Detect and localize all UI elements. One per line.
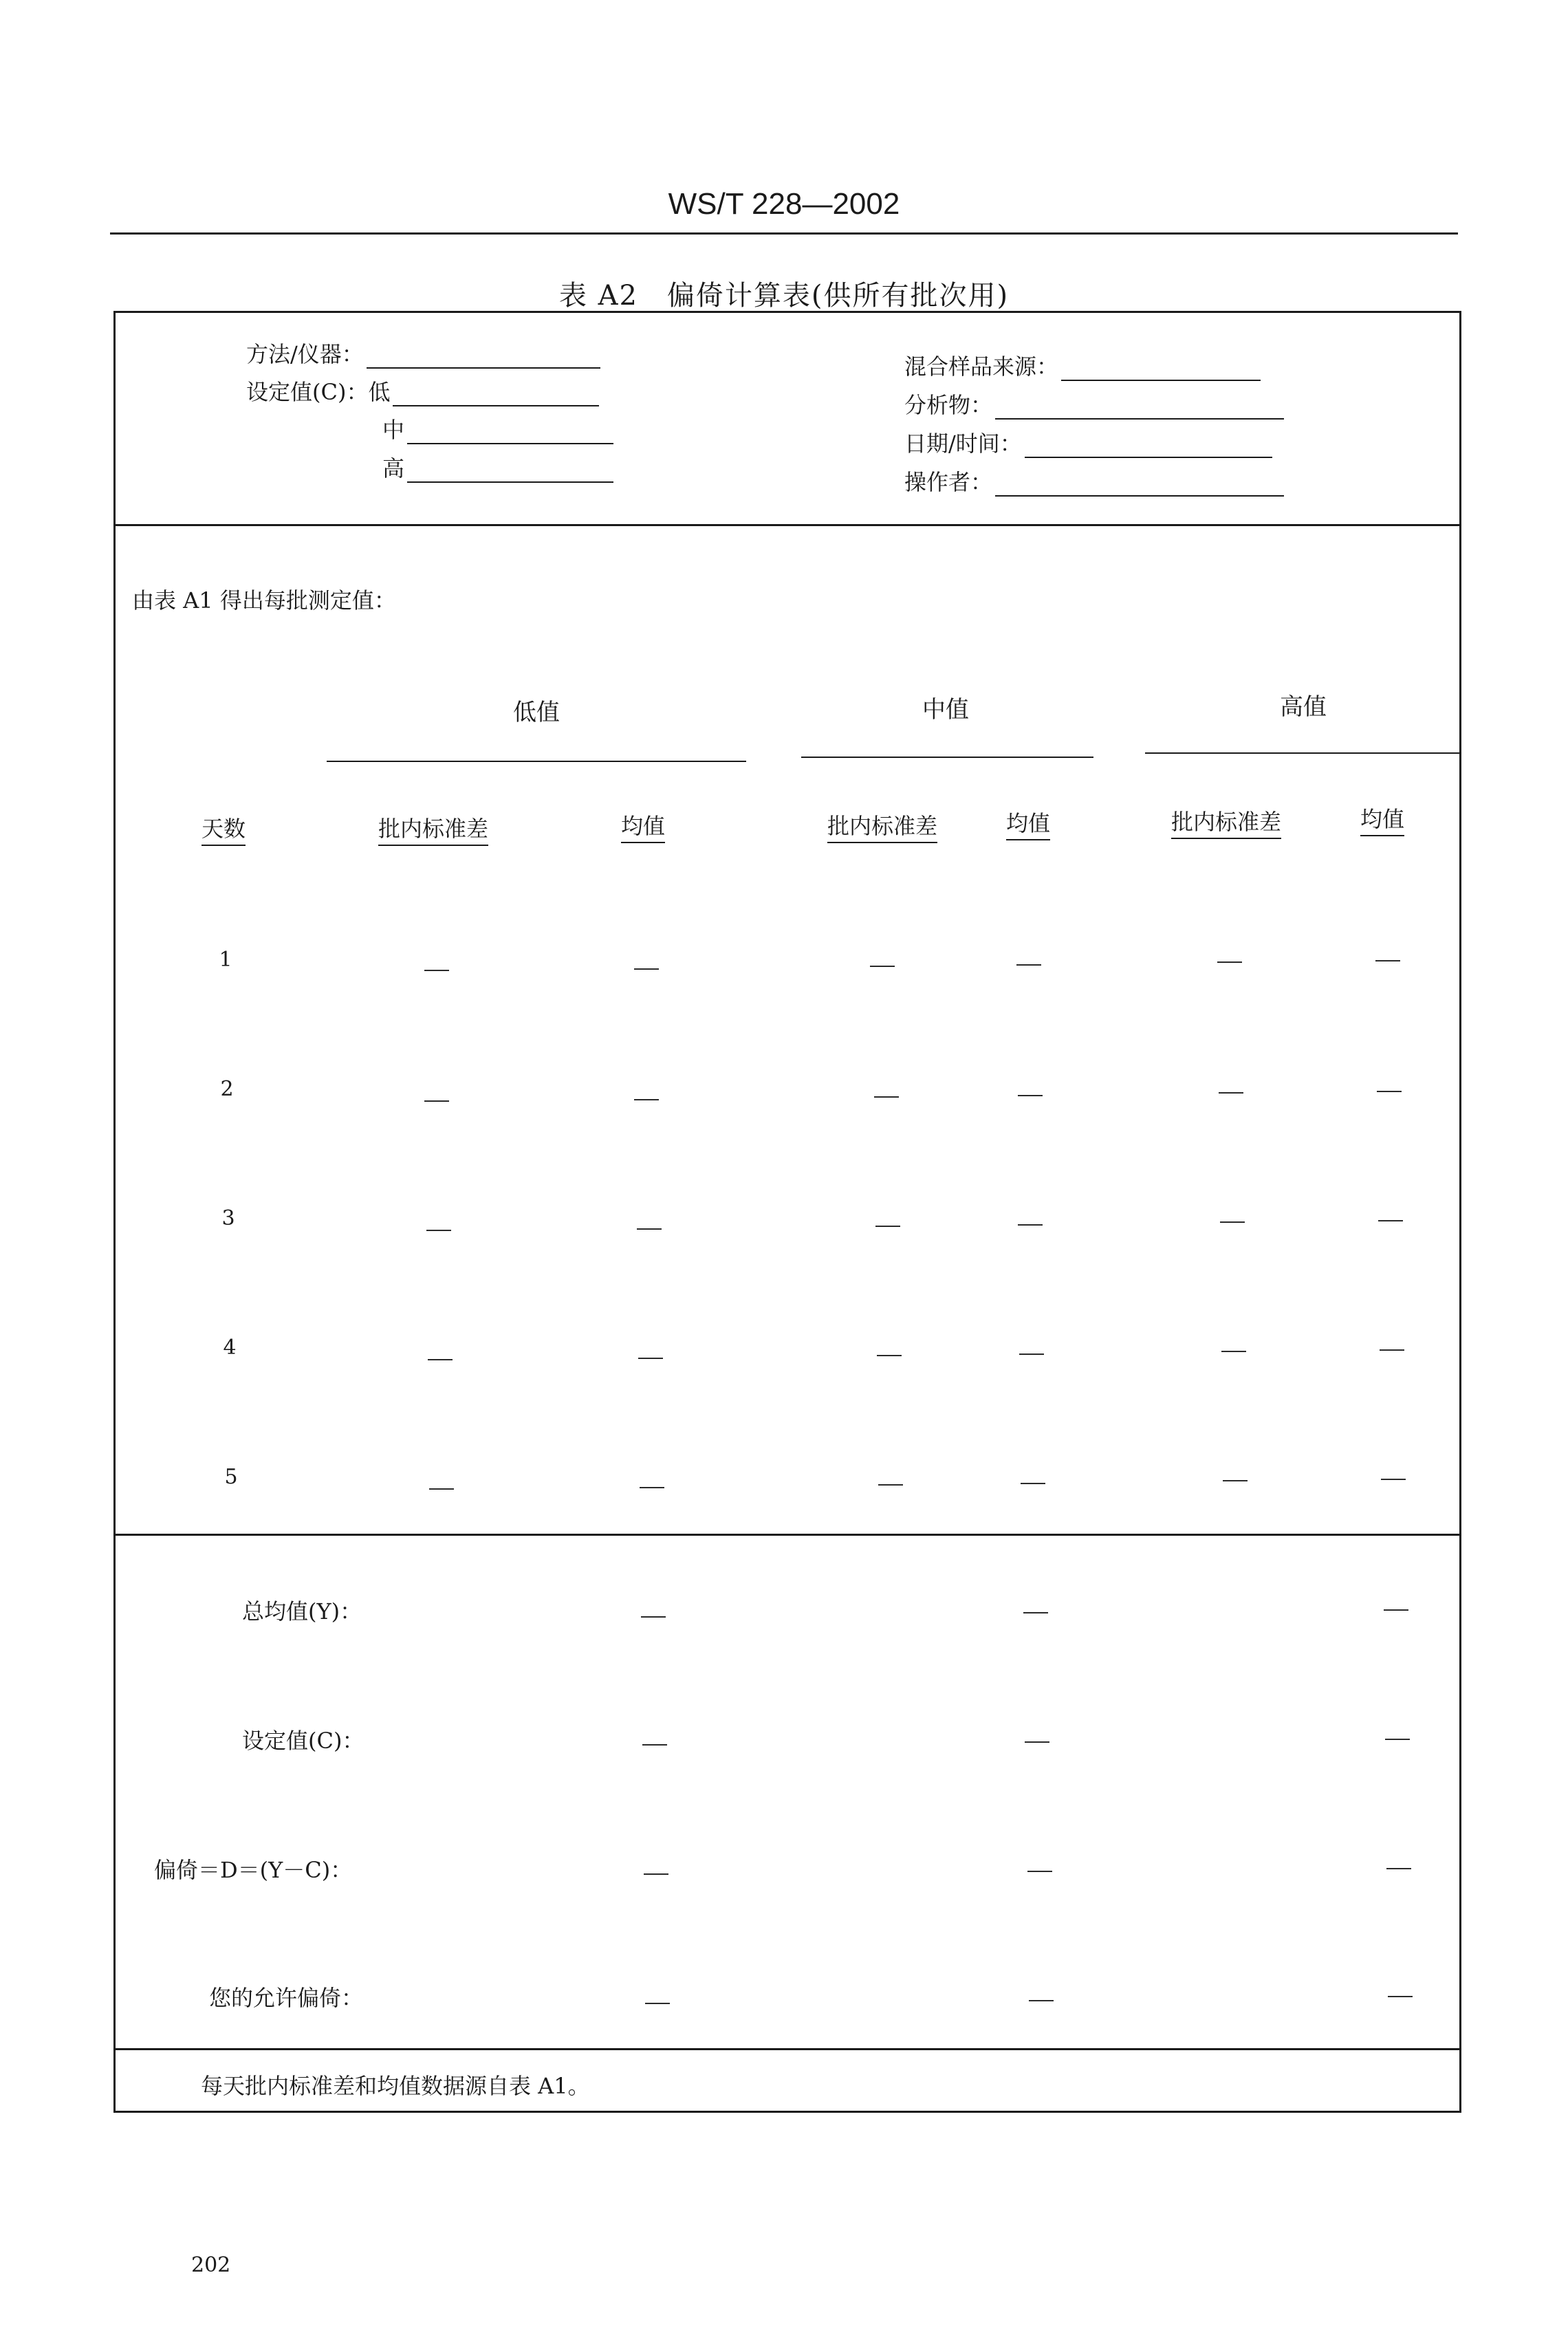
setvalue-high-label: 高 xyxy=(382,455,405,481)
low-mean-column-header xyxy=(591,809,695,840)
group-low-rule xyxy=(327,761,746,762)
day1-high-mean-blank[interactable] xyxy=(1375,960,1400,961)
day3-high-sd-blank[interactable] xyxy=(1220,1221,1245,1223)
day3-mid-sd-blank[interactable] xyxy=(875,1226,900,1227)
day2-low-mean-blank[interactable] xyxy=(634,1099,659,1100)
analyte-label: 分析物： xyxy=(904,392,993,418)
method-label: 方法/仪器： xyxy=(246,341,364,367)
day-number-3: 3 xyxy=(221,1206,235,1230)
header-rule xyxy=(110,232,1458,235)
day-number-1: 1 xyxy=(219,948,232,972)
datetime-field xyxy=(904,426,1272,458)
day2-mid-mean-blank[interactable] xyxy=(1018,1095,1043,1096)
day4-mid-sd-blank[interactable] xyxy=(877,1355,902,1356)
rows-divider xyxy=(113,1534,1461,1536)
high-sd-column-header xyxy=(1137,805,1316,836)
setvalue-high-input-line[interactable] xyxy=(407,461,613,483)
day4-low-mean-blank[interactable] xyxy=(638,1358,663,1359)
intro-text: 由表 A1 得出每批测定值： xyxy=(132,587,396,613)
day1-high-sd-blank[interactable] xyxy=(1217,961,1242,963)
day-column-header xyxy=(172,812,275,843)
source-label: 混合样品来源： xyxy=(904,354,1059,380)
set-value-label: 设定值(C)： xyxy=(242,1728,364,1754)
day2-mid-sd-blank[interactable] xyxy=(874,1096,899,1098)
grand-mean-high-blank[interactable] xyxy=(1384,1609,1408,1611)
bias-high-blank[interactable] xyxy=(1386,1868,1411,1869)
operator-input-line[interactable] xyxy=(995,475,1284,497)
operator-label: 操作者： xyxy=(904,469,993,495)
grand-mean-mid-blank[interactable] xyxy=(1023,1612,1048,1613)
operator-field xyxy=(904,465,1284,497)
datetime-label: 日期/时间： xyxy=(904,431,1022,457)
setvalue-low-field xyxy=(246,375,599,406)
group-high-header: 高值 xyxy=(1280,693,1327,721)
table-footnote: 每天批内标准差和均值数据源自表 A1。 xyxy=(201,2073,590,2099)
day2-high-mean-blank[interactable] xyxy=(1377,1091,1402,1092)
low-mean-header-label: 均值 xyxy=(621,813,665,843)
setvalue-high-field xyxy=(382,451,613,483)
day3-low-mean-blank[interactable] xyxy=(637,1228,662,1230)
day1-low-sd-blank[interactable] xyxy=(424,970,449,971)
day1-mid-mean-blank[interactable] xyxy=(1016,964,1041,966)
low-sd-header-label: 批内标准差 xyxy=(378,816,488,846)
day-number-2: 2 xyxy=(220,1077,234,1101)
table-title: 表 A2 偏倚计算表(供所有批次用) xyxy=(558,280,1010,312)
group-mid-header: 中值 xyxy=(922,696,969,724)
mid-sd-column-header xyxy=(793,809,972,840)
day4-mid-mean-blank[interactable] xyxy=(1019,1354,1044,1355)
day5-low-mean-blank[interactable] xyxy=(640,1487,664,1488)
day-number-5: 5 xyxy=(224,1465,238,1489)
day3-high-mean-blank[interactable] xyxy=(1378,1220,1403,1221)
low-sd-column-header xyxy=(344,812,523,843)
day2-low-sd-blank[interactable] xyxy=(424,1100,449,1102)
group-high-rule xyxy=(1145,752,1461,754)
setvalue-mid-label: 中 xyxy=(382,417,405,443)
set-value-high-blank[interactable] xyxy=(1385,1739,1410,1740)
mid-mean-header-label: 均值 xyxy=(1006,810,1050,840)
group-mid-rule xyxy=(801,757,1093,758)
group-low-header: 低值 xyxy=(513,699,560,726)
day1-mid-sd-blank[interactable] xyxy=(870,966,895,967)
setvalue-mid-input-line[interactable] xyxy=(407,422,613,444)
high-sd-header-label: 批内标准差 xyxy=(1171,809,1281,839)
set-value-mid-blank[interactable] xyxy=(1025,1741,1049,1743)
bias-low-blank[interactable] xyxy=(644,1873,668,1875)
set-value-low-blank[interactable] xyxy=(642,1744,667,1746)
day5-mid-mean-blank[interactable] xyxy=(1021,1483,1045,1484)
mid-mean-column-header xyxy=(977,806,1080,838)
analyte-input-line[interactable] xyxy=(995,398,1284,420)
grand-mean-low-blank[interactable] xyxy=(641,1616,666,1618)
page-number: 202 xyxy=(191,2253,231,2277)
source-input-line[interactable] xyxy=(1061,359,1261,381)
bias-mid-blank[interactable] xyxy=(1027,1871,1052,1872)
day5-high-mean-blank[interactable] xyxy=(1381,1479,1406,1480)
allowable-high-blank[interactable] xyxy=(1388,1996,1413,1997)
mid-sd-header-label: 批内标准差 xyxy=(827,813,937,843)
day4-low-sd-blank[interactable] xyxy=(428,1359,453,1360)
day-header-label: 天数 xyxy=(202,816,246,846)
method-field xyxy=(246,337,600,369)
day3-mid-mean-blank[interactable] xyxy=(1018,1224,1043,1226)
standard-code: WS/T 228—2002 xyxy=(668,187,900,221)
setvalue-low-label: 设定值(C)：低 xyxy=(246,379,391,405)
day-number-4: 4 xyxy=(223,1336,237,1360)
day5-high-sd-blank[interactable] xyxy=(1223,1480,1248,1481)
allowable-low-blank[interactable] xyxy=(645,2003,670,2004)
high-mean-column-header xyxy=(1331,802,1434,834)
day2-high-sd-blank[interactable] xyxy=(1219,1092,1243,1094)
method-input-line[interactable] xyxy=(367,347,600,369)
meta-divider xyxy=(113,524,1461,526)
high-mean-header-label: 均值 xyxy=(1360,806,1404,836)
table-frame xyxy=(113,311,1461,2113)
setvalue-low-input-line[interactable] xyxy=(393,384,599,406)
day5-mid-sd-blank[interactable] xyxy=(878,1484,903,1486)
source-field xyxy=(904,349,1261,381)
day4-high-mean-blank[interactable] xyxy=(1380,1349,1404,1351)
analyte-field xyxy=(904,388,1284,420)
allowable-bias-label: 您的允许偏倚： xyxy=(209,1985,364,2011)
datetime-input-line[interactable] xyxy=(1025,436,1272,458)
bias-label: 偏倚＝D＝(Y－C)： xyxy=(154,1857,353,1883)
allowable-mid-blank[interactable] xyxy=(1029,2000,1054,2001)
day4-high-sd-blank[interactable] xyxy=(1221,1351,1246,1352)
setvalue-mid-field xyxy=(382,413,613,444)
grand-mean-label: 总均值(Y)： xyxy=(242,1598,362,1624)
day5-low-sd-blank[interactable] xyxy=(429,1488,454,1490)
day1-low-mean-blank[interactable] xyxy=(634,968,659,970)
summary-divider xyxy=(113,2048,1461,2050)
day3-low-sd-blank[interactable] xyxy=(426,1230,451,1231)
